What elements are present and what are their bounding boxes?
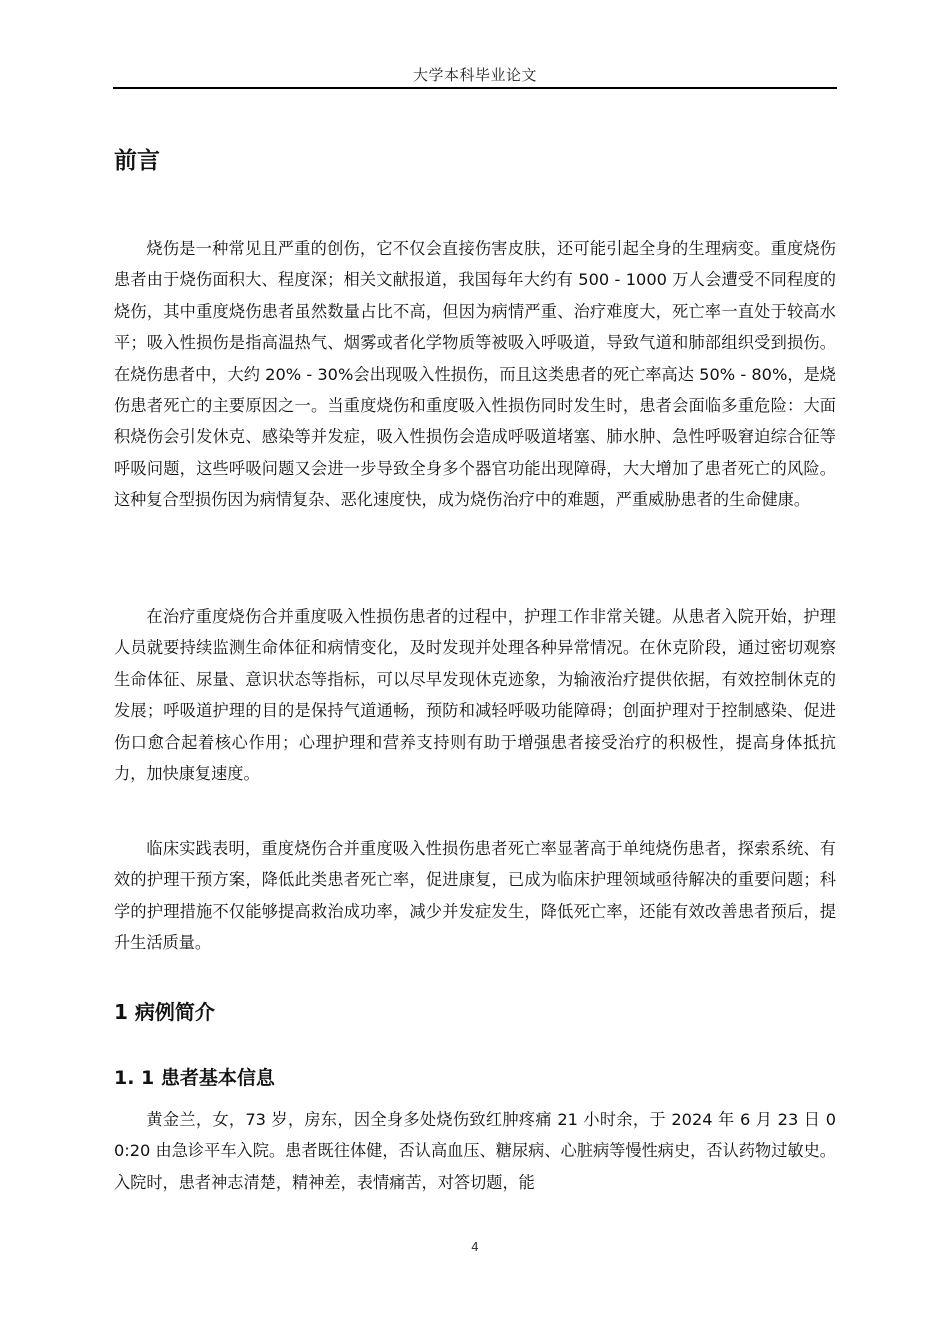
running-header: 大学本科毕业论文 [412, 66, 537, 84]
preface-heading: 前言 [114, 148, 160, 174]
patient-info-subheading: 1. 1 患者基本信息 [114, 1067, 275, 1089]
header-divider [113, 87, 837, 89]
preface-paragraph-2: 在治疗重度烧伤合并重度吸入性损伤患者的过程中，护理工作非常关键。从患者入院开始，护理人员就要持续监测生命体征和病情变化，及时发现并处理各种异常情况。在休克阶段，通过密切观察生命体征、尿量、意识状态等指标，可以尽早发现休克迹象，为输液治疗提供依据，有效控制休克的发展；呼吸道护理的目的是保持气道通畅，预防和减轻呼吸功能障碍；创面护理对于控制感染、促进伤口愈合起着核心作用；心理护理和营养支持则有助于增强患者接受治疗的积极性，提高身体抵抗力，加快康复速度。 [114, 607, 836, 784]
preface-paragraph-3: 临床实践表明，重度烧伤合并重度吸入性损伤患者死亡率显著高于单纯烧伤患者，探索系统、有效的护理干预方案，降低此类患者死亡率，促进康复，已成为临床护理领域亟待解决的重要问题；科学的护理措施不仅能够提高救治成功率，减少并发症发生，降低死亡率，还能有效改善患者预后，提升生活质量。 [114, 839, 836, 953]
page-number: 4 [471, 1240, 479, 1254]
patient-info-paragraph: 黄金兰，女，73 岁，房东，因全身多处烧伤致红肿疼痛 21 小时余，于 2024 年 6 月 23 日 00:20 由急诊平车入院。患者既往体健，否认高血压、糖尿病、心脏病等慢性病史，否认药物过敏史。入院时，患者神志清楚，精神差，表情痛苦，对答切题，能 [114, 1110, 836, 1192]
case-section-heading: 1 病例简介 [114, 1000, 215, 1024]
preface-paragraph-1: 烧伤是一种常见且严重的创伤，它不仅会直接伤害皮肤，还可能引起全身的生理病变。重度烧伤患者由于烧伤面积大、程度深；相关文献报道，我国每年大约有 500 - 1000 万人会遭受不同程度的烧伤，其中重度烧伤患者虽然数量占比不高，但因为病情严重、治疗难度大，死亡率一直处于较高水平；吸入性损伤是指高温热气、烟雾或者化学物质等被吸入呼吸道，导致气道和肺部组织受到损伤。在烧伤患者中，大约 20% - 30%会出现吸入性损伤，而且这类患者的死亡率高达 50% - 80%，是烧伤患者死亡的主要原因之一。当重度烧伤和重度吸入性损伤同时发生时，患者会面临多重危险：大面积烧伤会引发休克、感染等并发症，吸入性损伤会造成呼吸道堵塞、肺水肿、急性呼吸窘迫综合征等呼吸问题，这些呼吸问题又会进一步导致全身多个器官功能出现障碍，大大增加了患者死亡的风险。这种复合型损伤因为病情复杂、恶化速度快，成为烧伤治疗中的难题，严重威胁患者的生命健康。 [114, 239, 836, 510]
